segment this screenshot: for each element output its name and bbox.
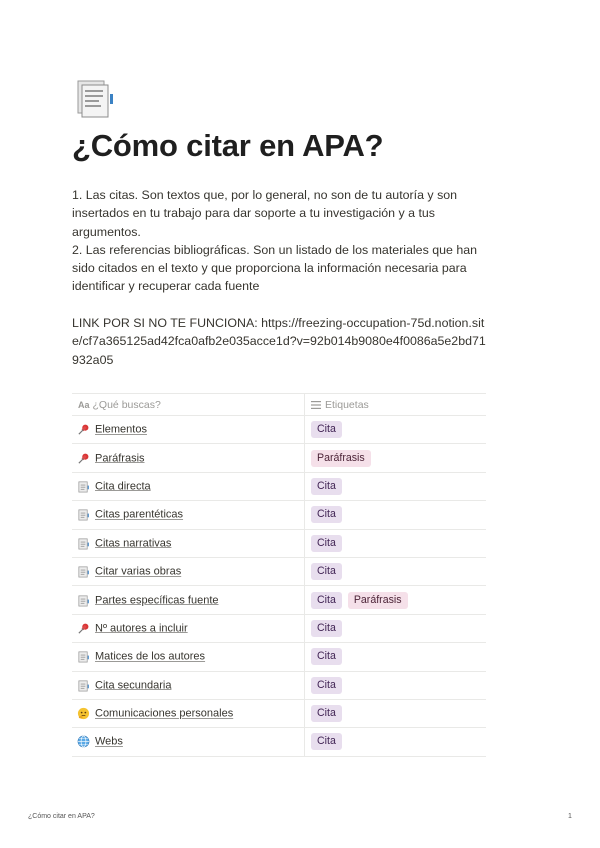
table-row[interactable] — [72, 529, 486, 557]
tag-badge: Cita — [311, 620, 342, 637]
paragraph-citas: 1. Las citas. Son textos que, por lo general, no son de tu autoría y son insertados en tu trabajo para dar soporte a tu investigación y a tus argumentos. — [72, 188, 458, 239]
row-title-cell[interactable] — [72, 416, 305, 444]
column-header-que-buscas[interactable]: Aa ¿Qué buscas? — [72, 394, 305, 416]
page-title: ¿Cómo citar en APA? — [72, 128, 384, 163]
row-title-cell[interactable] — [72, 699, 305, 727]
table-row[interactable] — [72, 557, 486, 585]
tag-badge: Cita — [311, 648, 342, 665]
intro-text — [72, 186, 492, 296]
row-title[interactable]: Citas narrativas — [95, 537, 172, 550]
row-tags-cell[interactable] — [305, 472, 487, 500]
tag-badge: Cita — [311, 563, 342, 580]
row-title-cell[interactable] — [72, 501, 305, 529]
row-title[interactable]: Comunicaciones personales — [95, 707, 234, 720]
pushpin-icon — [77, 423, 90, 436]
table-row[interactable] — [72, 586, 486, 614]
pushpin-icon — [77, 452, 90, 465]
database-table — [72, 393, 486, 757]
row-tags-cell[interactable] — [305, 529, 487, 557]
link-paragraph — [72, 314, 492, 369]
row-tags-cell[interactable] — [305, 728, 487, 756]
row-title-cell[interactable] — [72, 529, 305, 557]
row-tags-cell[interactable] — [305, 444, 487, 472]
tag-badge: Cita — [311, 478, 342, 495]
table-row[interactable] — [72, 643, 486, 671]
link-text[interactable]: LINK POR SI NO TE FUNCIONA: https://freezing-occupation-75d.notion.site/cf7a365125ad42fca0afb2e035acce1d?v=92b014b9080e4f0086a5e2bd71932a05 — [72, 316, 486, 367]
tag-badge: Cita — [311, 705, 342, 722]
paragraph-referencias: 2. Las referencias bibliográficas. Son un listado de los materiales que han sido citados en el texto y que proporciona la información necesaria para identificar y recuperar cada fuente — [72, 242, 478, 294]
tag-badge: Cita — [311, 421, 342, 438]
page-number: 1 — [568, 813, 572, 820]
pushpin-icon — [77, 622, 90, 635]
tag-badge: Cita — [311, 535, 342, 552]
table-row[interactable] — [72, 501, 486, 529]
table-row[interactable] — [72, 728, 486, 756]
table-row[interactable] — [72, 416, 486, 444]
column-header-etiquetas[interactable]: Etiquetas — [305, 394, 487, 416]
document-icon — [77, 537, 90, 550]
row-title[interactable]: Citas parentéticas — [95, 508, 184, 521]
tag-badge: Paráfrasis — [311, 450, 371, 467]
row-title[interactable]: Cita secundaria — [95, 679, 172, 692]
row-tags-cell[interactable] — [305, 671, 487, 699]
list-icon — [311, 401, 321, 409]
tag-badge: Cita — [311, 677, 342, 694]
document-icon — [77, 679, 90, 692]
row-title-cell[interactable] — [72, 728, 305, 756]
row-tags-cell[interactable] — [305, 614, 487, 642]
thinking-face-icon — [77, 707, 90, 720]
document-icon — [77, 508, 90, 521]
row-title[interactable]: Paráfrasis — [95, 451, 145, 464]
tag-badge: Cita — [311, 592, 342, 609]
tag-badge: Cita — [311, 506, 342, 523]
row-title[interactable]: Webs — [95, 735, 123, 748]
table-row[interactable] — [72, 614, 486, 642]
row-title-cell[interactable] — [72, 444, 305, 472]
row-title[interactable]: Cita directa — [95, 480, 151, 493]
tag-badge: Paráfrasis — [348, 592, 408, 609]
row-title-cell[interactable] — [72, 643, 305, 671]
globe-icon — [77, 735, 90, 748]
document-icon — [77, 594, 90, 607]
footer-title: ¿Cómo citar en APA? — [28, 813, 95, 820]
row-tags-cell[interactable] — [305, 643, 487, 671]
table-row[interactable] — [72, 671, 486, 699]
table-row[interactable] — [72, 699, 486, 727]
row-tags-cell[interactable] — [305, 699, 487, 727]
row-title[interactable]: Citar varias obras — [95, 565, 182, 578]
document-icon — [77, 565, 90, 578]
row-title-cell[interactable] — [72, 671, 305, 699]
table-row[interactable] — [72, 472, 486, 500]
document-icon — [74, 78, 116, 120]
row-title-cell[interactable] — [72, 557, 305, 585]
row-title[interactable]: Elementos — [95, 423, 147, 436]
row-tags-cell[interactable] — [305, 586, 487, 614]
table-header-row — [72, 394, 486, 416]
row-title-cell[interactable] — [72, 586, 305, 614]
row-tags-cell[interactable] — [305, 557, 487, 585]
row-tags-cell[interactable] — [305, 416, 487, 444]
text-property-icon: Aa — [78, 399, 90, 410]
row-title-cell[interactable] — [72, 614, 305, 642]
row-title[interactable]: Matices de los autores — [95, 650, 206, 663]
row-title[interactable]: Nº autores a incluir — [95, 622, 188, 635]
table-row[interactable] — [72, 444, 486, 472]
document-icon — [77, 480, 90, 493]
document-icon — [77, 650, 90, 663]
row-title-cell[interactable] — [72, 472, 305, 500]
row-title[interactable]: Partes específicas fuente — [95, 593, 219, 606]
tag-badge: Cita — [311, 733, 342, 750]
row-tags-cell[interactable] — [305, 501, 487, 529]
